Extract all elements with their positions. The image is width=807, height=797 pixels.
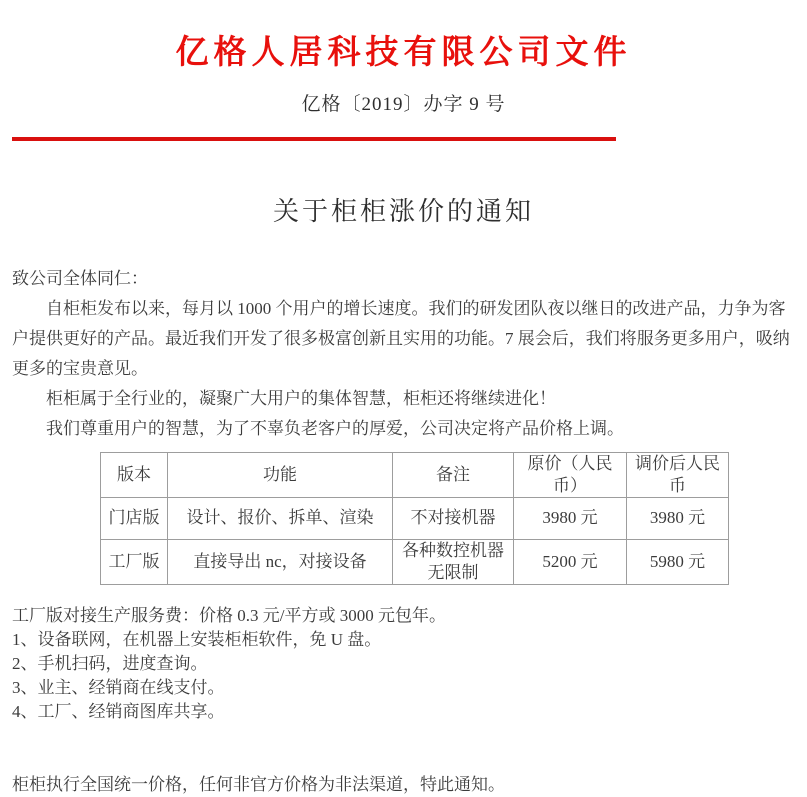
column-header-original-price: 原价（人民币） xyxy=(514,452,627,497)
body-paragraph: 柜柜属于全行业的，凝聚广大用户的集体智慧，柜柜还将继续进化！ xyxy=(46,388,556,408)
notice-body xyxy=(12,264,801,444)
cell-version: 工厂版 xyxy=(101,539,168,584)
table-header-row xyxy=(101,452,729,497)
salutation: 致公司全体同仁： xyxy=(12,268,148,288)
body-paragraph: 我们尊重用户的智慧，为了不辜负老客户的厚爱，公司决定将产品价格上调。 xyxy=(46,418,624,438)
column-header-function: 功能 xyxy=(168,452,393,497)
cell-adjusted-price: 5980 元 xyxy=(627,539,729,584)
service-item: 2、手机扫码，进度查询。 xyxy=(12,653,208,673)
service-item: 3、业主、经销商在线支付。 xyxy=(12,677,225,697)
service-fee-section xyxy=(12,604,801,724)
cell-remark: 不对接机器 xyxy=(393,497,514,539)
cell-function: 设计、报价、拆单、渲染 xyxy=(168,497,393,539)
closing-statement: 柜柜执行全国统一价格，任何非官方价格为非法渠道，特此通知。 xyxy=(12,774,505,794)
cell-adjusted-price: 3980 元 xyxy=(627,497,729,539)
service-item: 1、设备联网，在机器上安装柜柜软件，免 U 盘。 xyxy=(12,629,382,649)
table-row xyxy=(101,539,729,584)
red-divider-line xyxy=(12,137,616,141)
notice-title: 关于柜柜涨价的通知 xyxy=(272,196,534,226)
cell-original-price: 3980 元 xyxy=(514,497,627,539)
organization-title: 亿格人居科技有限公司文件 xyxy=(175,35,632,71)
cell-original-price: 5200 元 xyxy=(514,539,627,584)
price-table xyxy=(100,452,729,585)
service-fee-line: 工厂版对接生产服务费：价格 0.3 元/平方或 3000 元包年。 xyxy=(12,605,446,625)
document-number: 亿格〔2019〕办字 9 号 xyxy=(301,93,506,115)
column-header-adjusted-price: 调价后人民币 xyxy=(627,452,729,497)
body-paragraph: 自柜柜发布以来，每月以 1000 个用户的增长速度。我们的研发团队夜以继日的改进产品，力争为客户提供更好的产品。最近我们开发了很多极富创新且实用的功能。7 展会后，我们将服务更多用户，吸纳更多的宝贵意见。 xyxy=(12,298,790,378)
cell-remark: 各种数控机器无限制 xyxy=(393,539,514,584)
table-row xyxy=(101,497,729,539)
column-header-remark: 备注 xyxy=(393,452,514,497)
cell-function: 直接导出 nc，对接设备 xyxy=(168,539,393,584)
service-item: 4、工厂、经销商图库共享。 xyxy=(12,701,225,721)
column-header-version: 版本 xyxy=(101,452,168,497)
cell-version: 门店版 xyxy=(101,497,168,539)
